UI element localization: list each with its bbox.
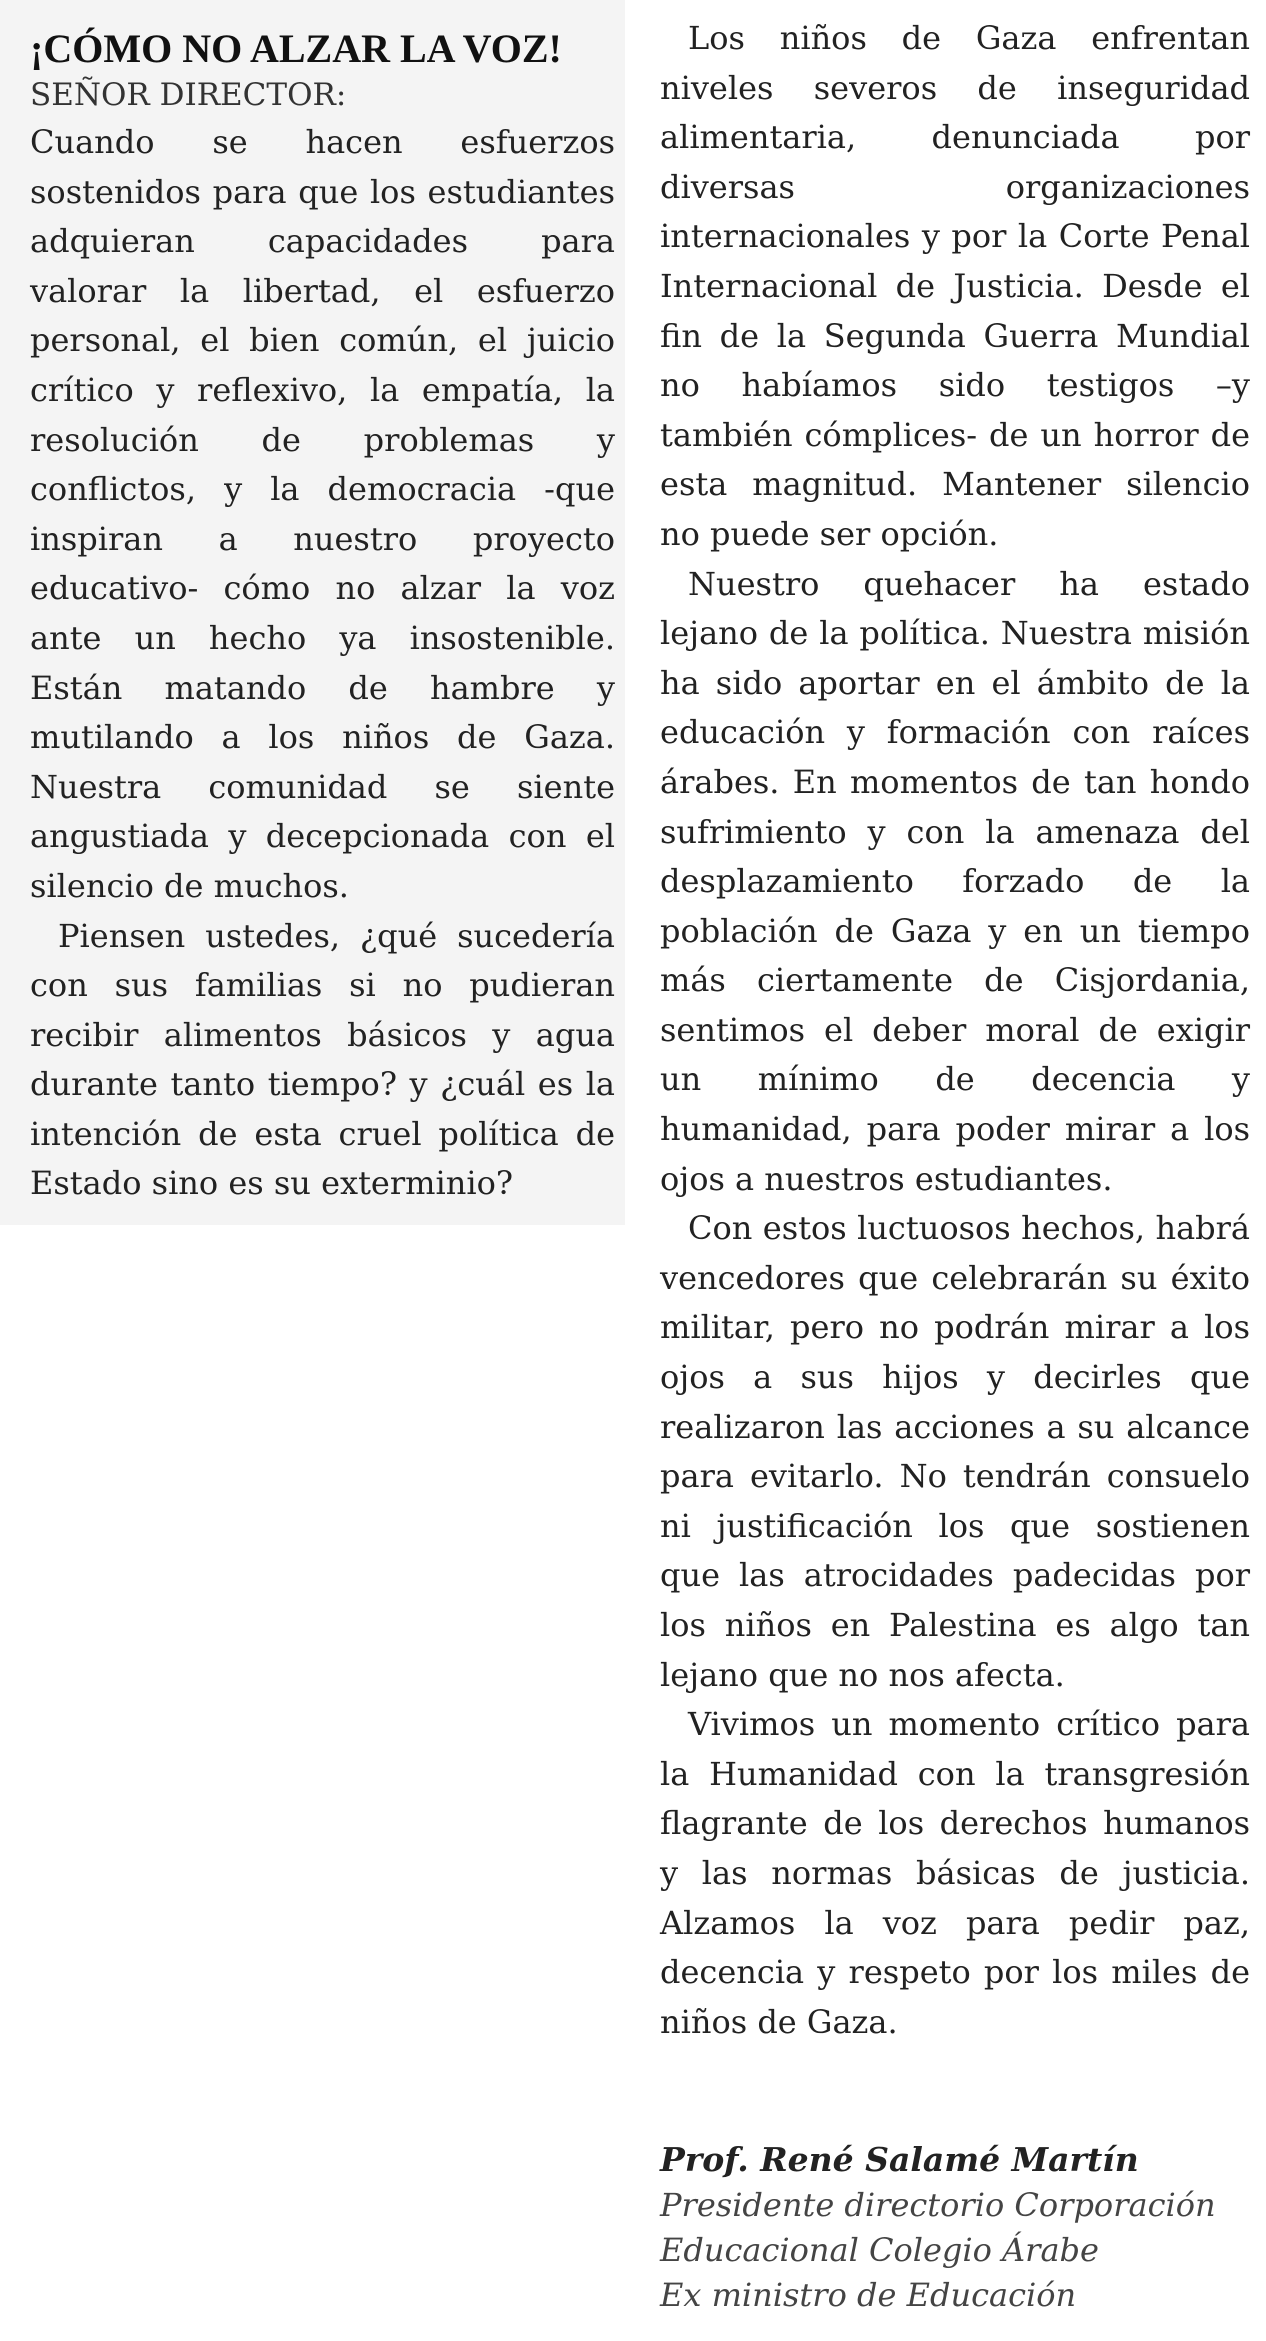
letter-salutation: SEÑOR DIRECTOR: xyxy=(30,77,347,113)
signature-title-line: Ex ministro de Educación xyxy=(660,2276,1077,2315)
signature-name: Prof. René Salamé Martín xyxy=(660,2140,1139,2180)
signature-block xyxy=(660,2137,1250,2318)
letter-headline: ¡CÓMO NO ALZAR LA VOZ! xyxy=(30,26,562,71)
signature-title-line: Presidente directorio Corporación xyxy=(660,2186,1216,2225)
paragraph: Vivimos un momento crítico para la Humanidad con la transgresión flagrante de los derechos humanos y las normas básicas de justicia. Alzamos la voz para pedir paz, decencia y respeto por los miles de niños de Gaza. xyxy=(660,1705,1250,2041)
paragraph: Cuando se hacen esfuerzos sostenidos para que los estudiantes adquieran capacidades para valorar la libertad, el esfuerzo personal, el bien común, el juicio crítico y reflexivo, la empatía, la resolución de problemas y conflictos, y la democracia -que inspiran a nuestro proyecto educativo- cómo no alzar la voz ante un hecho ya insostenible. Están matando de hambre y mutilando a los niños de Gaza. Nuestra comunidad se siente angustiada y decepcionada con el silencio de muchos. xyxy=(30,123,615,905)
paragraph: Con estos luctuosos hechos, habrá vencedores que celebrarán su éxito militar, pero no podrán mirar a los ojos a sus hijos y decirles que realizaron las acciones a su alcance para evitarlo. No tendrán consuelo ni justificación los que sostienen que las atrocidades padecidas por los niños en Palestina es algo tan lejano que no nos afecta. xyxy=(660,1209,1250,1694)
paragraph: Piensen ustedes, ¿qué sucedería con sus familias si no pudieran recibir alimentos básicos y agua durante tanto tiempo? y ¿cuál es la intención de esta cruel política de Estado sino es su exterminio? xyxy=(30,916,615,1203)
paragraph: Nuestro quehacer ha estado lejano de la política. Nuestra misión ha sido aportar en el ámbito de la educación y formación con raíces árabes. En momentos de tan hondo sufrimiento y con la amenaza del desplazamiento forzado de la población de Gaza y en un tiempo más ciertamente de Cisjordania, sentimos el deber moral de exigir un mínimo de decencia y humanidad, para poder mirar a los ojos a nuestros estudiantes. xyxy=(660,564,1250,1198)
signature-title-line: Educacional Colegio Árabe xyxy=(660,2231,1099,2270)
paragraph: Los niños de Gaza enfrentan niveles severos de inseguridad alimentaria, denunciada por diversas organizaciones internacionales y por la Corte Penal Internacional de Justicia. Desde el fin de la Segunda Guerra Mundial no habíamos sido testigos –y también cómplices- de un horror de esta magnitud. Mantener silencio no puede ser opción. xyxy=(660,19,1250,553)
left-column xyxy=(0,0,625,1225)
right-column xyxy=(650,0,1250,2318)
